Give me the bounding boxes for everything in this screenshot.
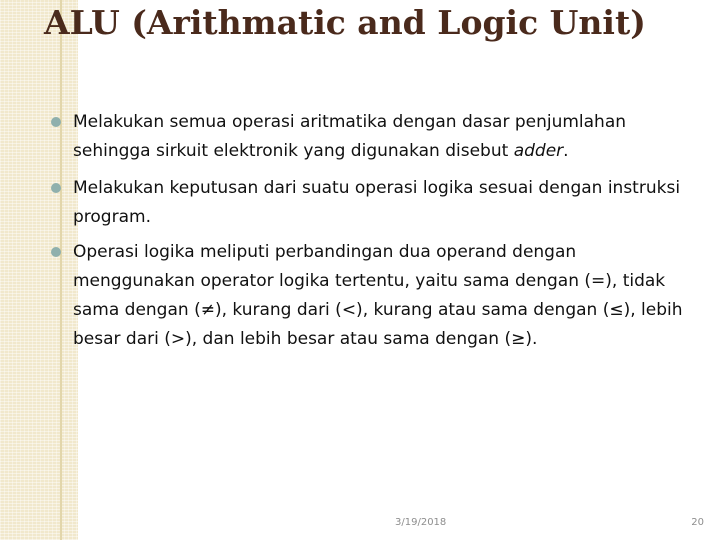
bullet-text-end: . bbox=[563, 141, 569, 161]
slide-title: ALU (Arithmatic and Logic Unit) bbox=[44, 3, 646, 42]
bullet-dot-icon bbox=[51, 247, 61, 257]
bullet-emphasis: adder bbox=[513, 141, 564, 161]
bullet-text: Operasi logika meliputi perbandingan dua operand dengan menggunakan operator logika tertentu, yaitu sama dengan (=), tidak sama dengan (≠), kurang dari (<), kurang atau sama dengan (≤), lebih besar dari (>), dan lebih besar atau sama dengan (≥). bbox=[73, 242, 683, 349]
bullet-list bbox=[44, 108, 684, 362]
bullet-item-decision bbox=[44, 174, 684, 232]
bullet-item-logic-operators bbox=[44, 238, 684, 354]
bullet-item-adder bbox=[44, 108, 684, 166]
bullet-dot-icon bbox=[51, 117, 61, 127]
page-number: 20 bbox=[691, 517, 704, 528]
bullet-text: Melakukan keputusan dari suatu operasi logika sesuai dengan instruksi program. bbox=[73, 178, 681, 227]
footer-date: 3/19/2018 bbox=[395, 517, 447, 528]
bullet-text: Melakukan semua operasi aritmatika dengan dasar penjumlahan sehingga sirkuit elektronik yang digunakan disebut bbox=[73, 112, 627, 161]
bullet-dot-icon bbox=[51, 183, 61, 193]
